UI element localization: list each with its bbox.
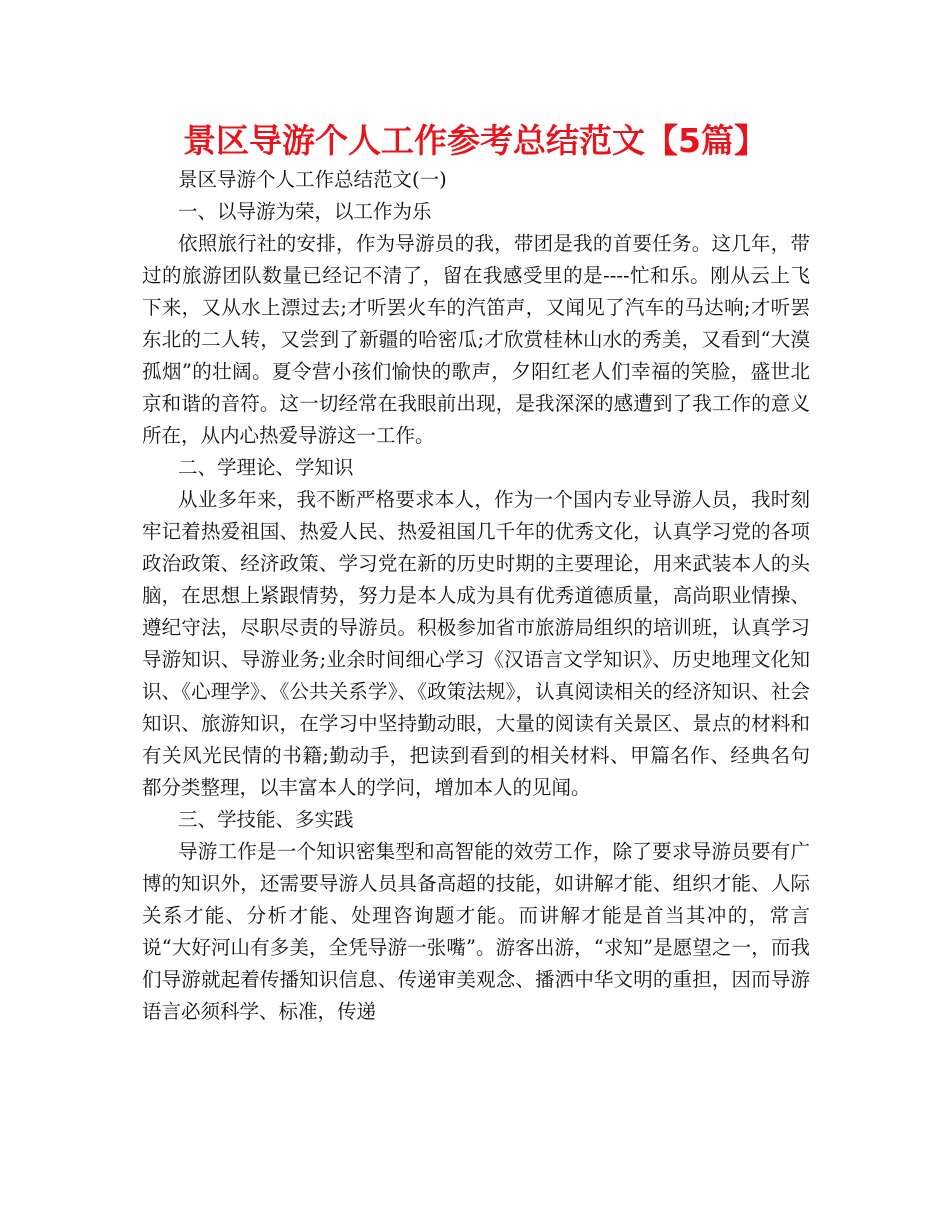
document-body <box>142 164 810 1028</box>
section-heading-1: 一、以导游为荣，以工作为乐 <box>178 200 432 223</box>
document-subtitle: 景区导游个人工作总结范文(一) <box>178 168 447 191</box>
section-paragraph-1: 依照旅行社的安排，作为导游员的我，带团是我的首要任务。这几年，带过的旅游团队数量已经记不清了，留在我感受里的是----忙和乐。刚从云上飞下来，又从水上漂过去;才听罢火车的汽笛声，又闻见了汽车的马达响;才听罢东北的二人转，又尝到了新疆的哈密瓜;才欣赏桂林山水的秀美，又看到“大漠孤烟”的壮阔。夏令营小孩们愉快的歌声，夕阳红老人们幸福的笑脸，盛世北京和谐的音符。这一切经常在我眼前出现，是我深深的感遭到了我工作的意义所在，从内心热爱导游这一工作。 <box>142 232 810 447</box>
section-heading-3: 三、学技能、多实践 <box>178 808 354 831</box>
section-paragraph-2: 从业多年来，我不断严格要求本人，作为一个国内专业导游人员，我时刻牢记着热爱祖国、热爱人民、热爱祖国几千年的优秀文化，认真学习党的各项政治政策、经济政策、学习党在新的历史时期的主要理论，用来武装本人的头脑，在思想上紧跟情势，努力是本人成为具有优秀道德质量，高尚职业情操、遵纪守法，尽职尽责的导游员。积极参加省市旅游局组织的培训班，认真学习导游知识、导游业务;业余时间细心学习《汉语言文学知识》、历史地理文化知识、《心理学》、《公共关系学》、《政策法规》，认真阅读相关的经济知识、社会知识、旅游知识，在学习中坚持勤动眼，大量的阅读有关景区、景点的材料和有关风光民情的书籍;勤动手，把读到看到的相关材料、甲篇名作、经典名句都分类整理，以丰富本人的学问，增加本人的见闻。 <box>142 488 810 799</box>
section-paragraph-3: 导游工作是一个知识密集型和高智能的效劳工作，除了要求导游员要有广博的知识外，还需要导游人员具备高超的技能，如讲解才能、组织才能、人际关系才能、分析才能、处理咨询题才能。而讲解才能是首当其冲的，常言说“大好河山有多美，全凭导游一张嘴”。游客出游，“求知”是愿望之一，而我们导游就起着传播知识信息、传递审美观念、播洒中华文明的重担，因而导游语言必须科学、标准，传递 <box>142 840 810 1023</box>
section-heading-2: 二、学理论、学知识 <box>178 456 354 479</box>
document-title: 景区导游个人工作参考总结范文【5篇】 <box>183 121 767 160</box>
